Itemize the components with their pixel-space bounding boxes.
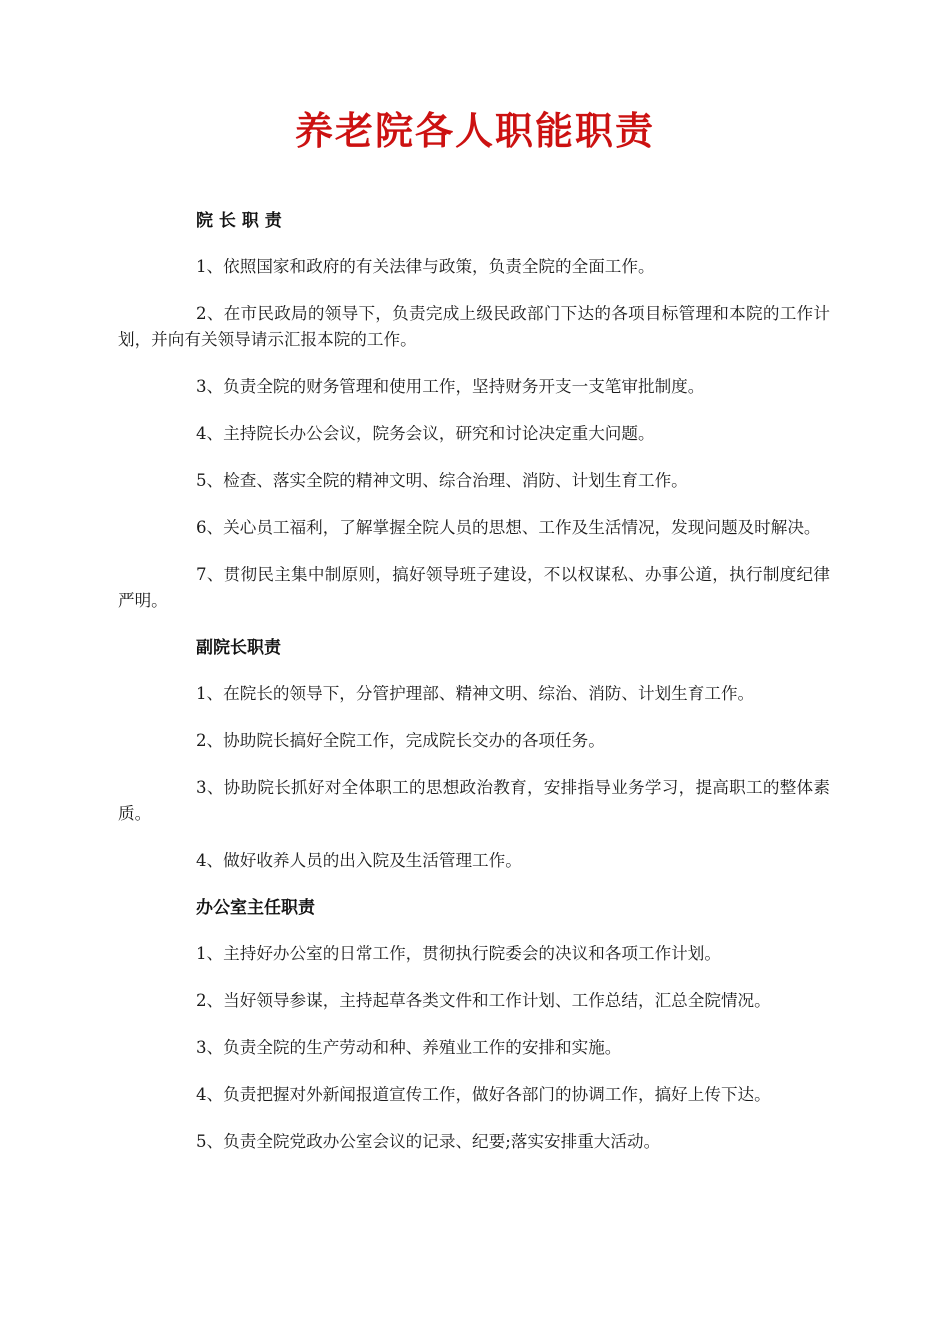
paragraph: 1、依照国家和政府的有关法律与政策，负责全院的全面工作。 (196, 257, 655, 276)
section-heading: 院 长 职 责 (196, 211, 282, 231)
paragraph: 5、检查、落实全院的精神文明、综合治理、消防、计划生育工作。 (196, 471, 688, 490)
paragraph: 2、在市民政局的领导下，负责完成上级民政部门下达的各项目标管理和本院的工作计划，并向有关领导请示汇报本院的工作。 (118, 304, 830, 349)
paragraph: 4、做好收养人员的出入院及生活管理工作。 (196, 851, 522, 870)
paragraph: 4、主持院长办公会议，院务会议，研究和讨论决定重大问题。 (196, 424, 655, 443)
paragraph: 3、负责全院的财务管理和使用工作，坚持财务开支一支笔审批制度。 (196, 377, 705, 396)
section-heading: 副院长职责 (196, 638, 281, 658)
paragraph: 5、负责全院党政办公室会议的记录、纪要;落实安排重大活动。 (196, 1132, 661, 1151)
section-deputy-director (118, 635, 830, 874)
paragraph: 3、负责全院的生产劳动和种、养殖业工作的安排和实施。 (196, 1038, 622, 1057)
section-office-director (118, 895, 830, 1155)
section-heading: 办公室主任职责 (196, 898, 315, 918)
section-director (118, 208, 830, 614)
paragraph: 6、关心员工福利，了解掌握全院人员的思想、工作及生活情况，发现问题及时解决。 (196, 518, 821, 537)
document-title: 养老院各人职能职责 (294, 109, 655, 153)
paragraph: 7、贯彻民主集中制原则，搞好领导班子建设，不以权谋私、办事公道，执行制度纪律严明。 (118, 565, 830, 610)
paragraph: 4、负责把握对外新闻报道宣传工作，做好各部门的协调工作，搞好上传下达。 (196, 1085, 771, 1104)
paragraph: 1、主持好办公室的日常工作，贯彻执行院委会的决议和各项工作计划。 (196, 944, 721, 963)
paragraph: 2、当好领导参谋，主持起草各类文件和工作计划、工作总结，汇总全院情况。 (196, 991, 771, 1010)
paragraph: 2、协助院长搞好全院工作，完成院长交办的各项任务。 (196, 731, 605, 750)
paragraph: 3、协助院长抓好对全体职工的思想政治教育，安排指导业务学习，提高职工的整体素质。 (118, 778, 830, 823)
paragraph: 1、在院长的领导下，分管护理部、精神文明、综治、消防、计划生育工作。 (196, 684, 755, 703)
document-body (118, 208, 830, 1176)
